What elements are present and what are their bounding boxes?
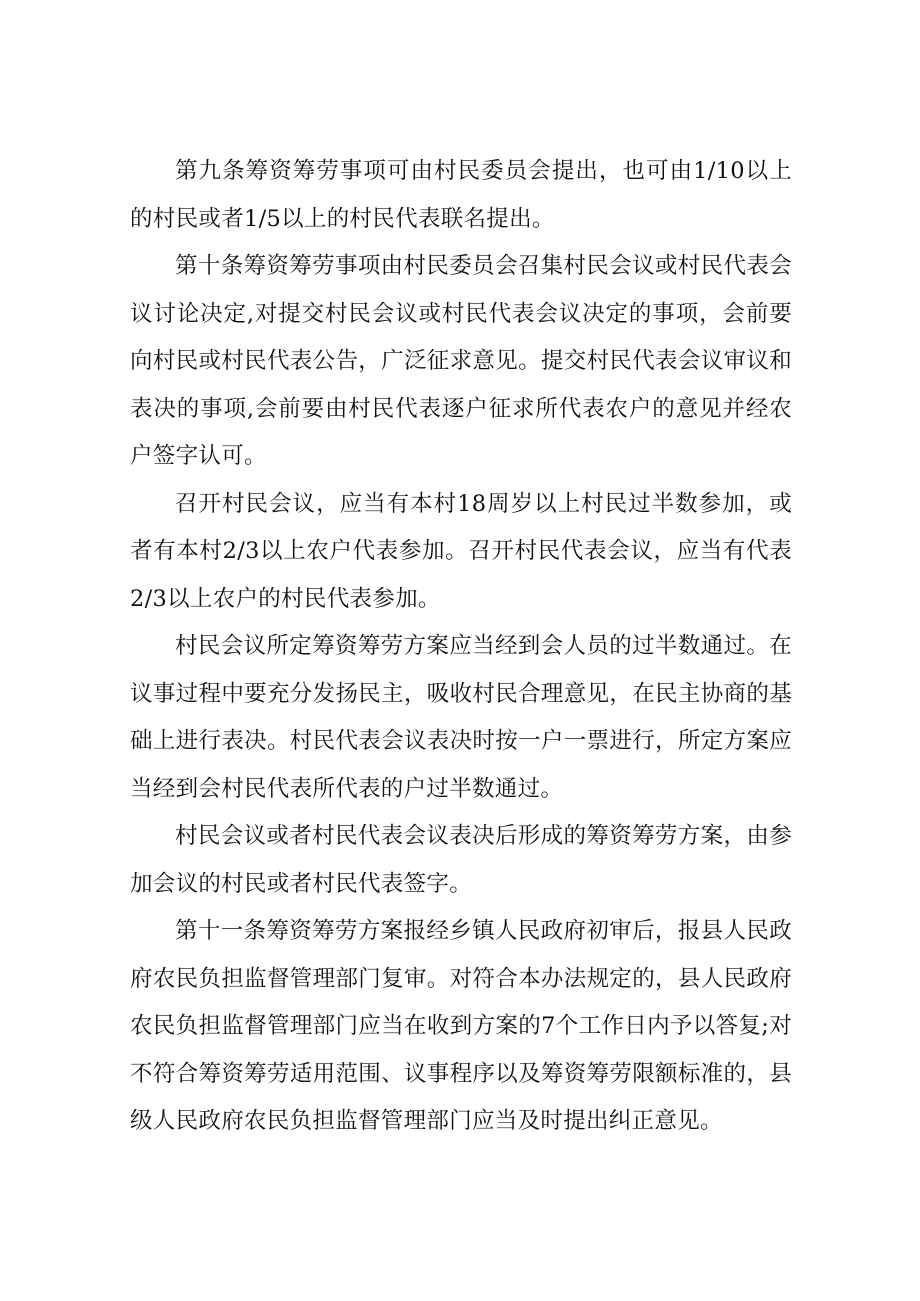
paragraph-meeting-quorum: 召开村民会议，应当有本村18周岁以上村民过半数参加，或者有本村2/3以上农户代表参加。召开村民代表会议，应当有代表2/3以上农户的村民代表参加。 — [130, 490, 792, 612]
paragraph-signature: 村民会议或者村民代表会议表决后形成的筹资筹劳方案，由参加会议的村民或者村民代表签字。 — [130, 823, 792, 897]
paragraph-article-10: 第十条筹资筹劳事项由村民委员会召集村民会议或村民代表会议讨论决定,对提交村民会议或村民代表会议决定的事项，会前要向村民或村民代表公告，广泛征求意见。提交村民代表会议审议和表决的事项,会前要由村民代表逐户征求所代表农户的意见并经农户签字认可。 — [130, 253, 792, 469]
paragraph-article-9: 第九条筹资筹劳事项可由村民委员会提出，也可由1/10以上的村民或者1/5以上的村民代表联名提出。 — [130, 158, 792, 232]
document-body — [130, 148, 792, 1146]
paragraph-voting-rules: 村民会议所定筹资筹劳方案应当经到会人员的过半数通过。在议事过程中要充分发扬民主，吸收村民合理意见，在民主协商的基础上进行表决。村民代表会议表决时按一户一票进行，所定方案应当经到会村民代表所代表的户过半数通过。 — [130, 633, 792, 802]
paragraph-article-11: 第十一条筹资筹劳方案报经乡镇人民政府初审后，报县人民政府农民负担监督管理部门复审。对符合本办法规定的，县人民政府农民负担监督管理部门应当在收到方案的7个工作日内予以答复;对不符合筹资筹劳适用范围、议事程序以及筹资筹劳限额标准的，县级人民政府农民负担监督管理部门应当及时提出纠正意见。 — [130, 918, 792, 1134]
